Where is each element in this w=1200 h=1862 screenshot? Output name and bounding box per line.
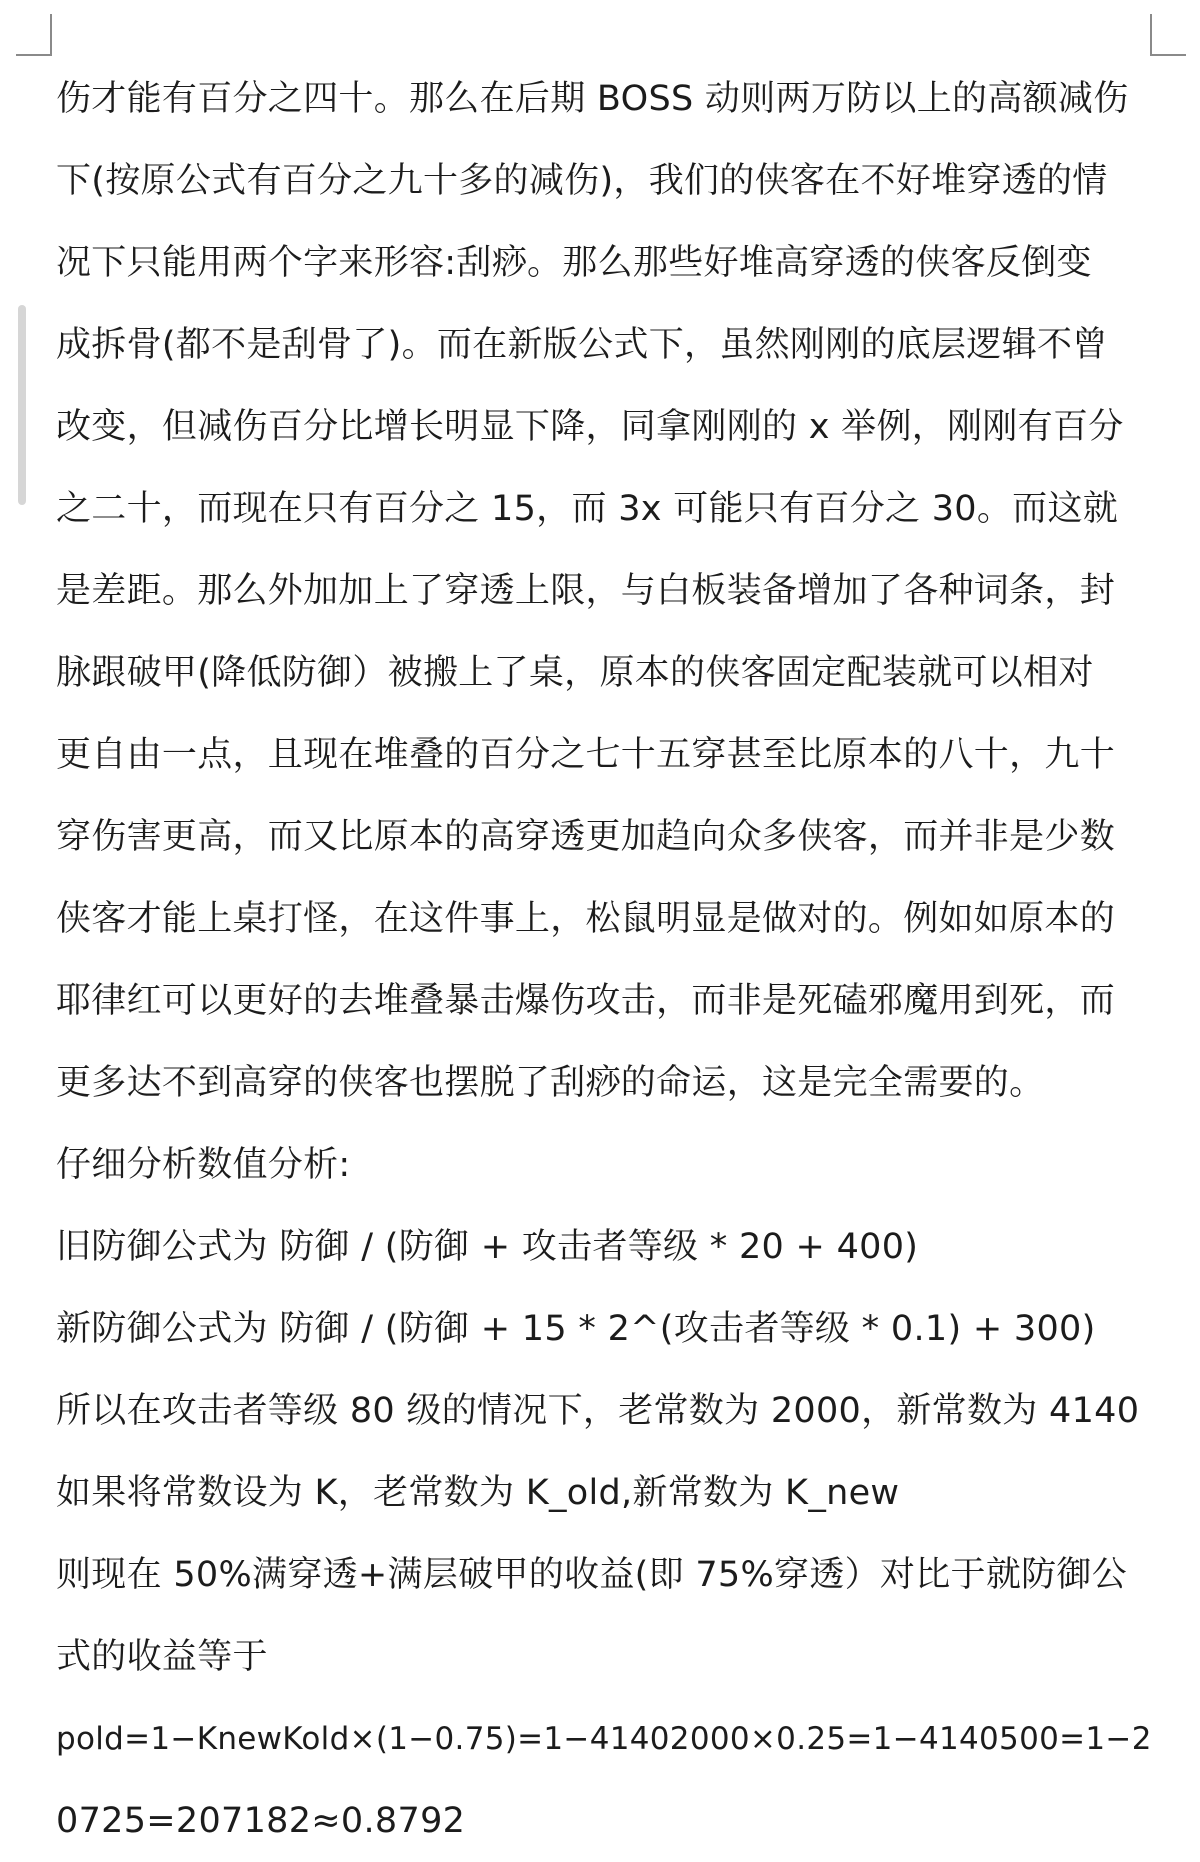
text-line: 则现在 50%满穿透+满层破甲的收益(即 75%穿透）对比于就防御公 [56,1555,1128,1595]
text-line: 所以在攻击者等级 80 级的情况下，老常数为 2000，新常数为 4140 [56,1391,1140,1431]
text-line: 成拆骨(都不是刮骨了)。而在新版公式下，虽然刚刚的底层逻辑不曾 [56,325,1108,365]
text-line: 穿伤害更高，而又比原本的高穿透更加趋向众多侠客，而并非是少数 [56,817,1116,857]
text-line: 伤才能有百分之四十。那么在后期 BOSS 动则两万防以上的高额减伤 [56,79,1129,119]
page-corner-mark-top-left [16,14,52,56]
text-line: 如果将常数设为 K，老常数为 K_old,新常数为 K_new [56,1473,900,1513]
document-body [56,58,1166,1862]
text-line: 改变，但减伤百分比增长明显下降，同拿刚刚的 x 举例，刚刚有百分 [56,407,1124,447]
formula-line-old: 旧防御公式为 防御 / (防御 + 攻击者等级 * 20 + 400) [56,1227,919,1267]
text-line: 耶律红可以更好的去堆叠暴击爆伤攻击，而非是死磕邪魔用到死，而 [56,981,1116,1021]
scrollbar-thumb[interactable] [18,305,26,505]
equation-line: 0725=207182≈0.8792 [56,1801,466,1841]
text-line: 况下只能用两个字来形容:刮痧。那么那些好堆高穿透的侠客反倒变 [56,243,1092,283]
text-line: 下(按原公式有百分之九十多的减伤)，我们的侠客在不好堆穿透的情 [56,161,1108,201]
text-line: 式的收益等于 [56,1637,268,1677]
text-line: 更自由一点，且现在堆叠的百分之七十五穿甚至比原本的八十，九十 [56,735,1116,775]
text-line: 侠客才能上桌打怪，在这件事上，松鼠明显是做对的。例如如原本的 [56,899,1116,939]
text-line: 脉跟破甲(降低防御）被搬上了桌，原本的侠客固定配装就可以相对 [56,653,1094,693]
section-heading: 仔细分析数值分析: [56,1145,351,1185]
page-corner-mark-top-right [1150,14,1186,56]
formula-line-new: 新防御公式为 防御 / (防御 + 15 * 2^(攻击者等级 * 0.1) + 300) [56,1309,1096,1349]
text-line: 更多达不到高穿的侠客也摆脱了刮痧的命运，这是完全需要的。 [56,1063,1045,1103]
text-line: 是差距。那么外加加上了穿透上限，与白板装备增加了各种词条，封 [56,571,1116,611]
text-line: 之二十，而现在只有百分之 15，而 3x 可能只有百分之 30。而这就 [56,489,1119,529]
equation-line: pold=1−KnewKold×(1−0.75)=1−41402000×0.25=1−4140500=1−2 [56,1721,1152,1757]
